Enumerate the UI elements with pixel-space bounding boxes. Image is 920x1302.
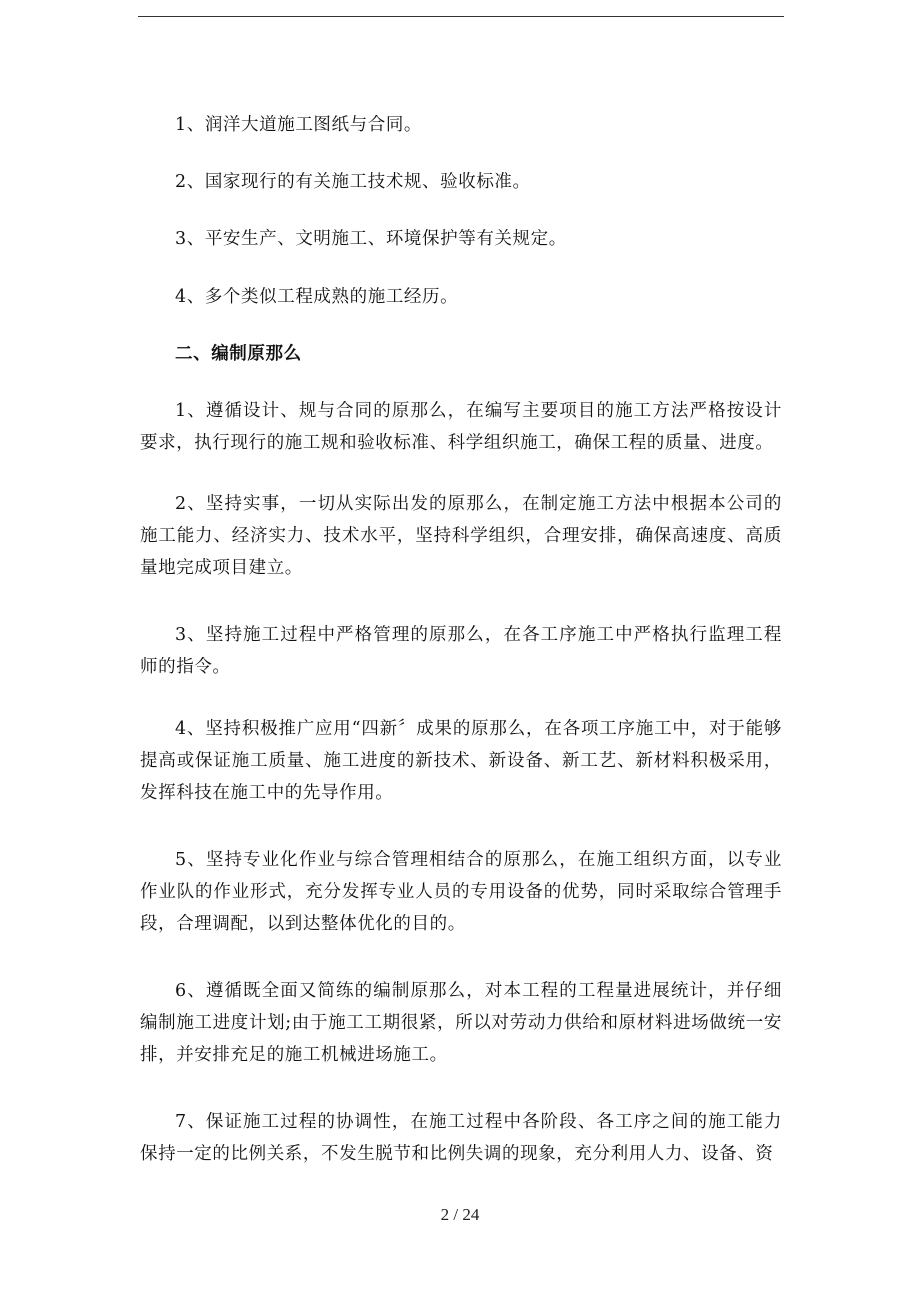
section-heading: 二、编制原那么 xyxy=(175,344,302,364)
principle-3: 3、坚持施工过程中严格管理的原那么，在各工序施工中严格执行监理工程师的指令。 xyxy=(140,625,782,677)
basis-item-3: 3、平安生产、文明施工、环境保护等有关规定。 xyxy=(175,229,567,249)
basis-item-1: 1、润洋大道施工图纸与合同。 xyxy=(175,115,423,135)
principle-1: 1、遵循设计、规与合同的原那么，在编写主要项目的施工方法严格按设计要求，执行现行的施工规和验收标准、科学组织施工，确保工程的质量、进度。 xyxy=(140,401,782,453)
page-number: 2 / 24 xyxy=(440,1205,480,1224)
principle-2: 2、坚持实事，一切从实际出发的原那么，在制定施工方法中根据本公司的施工能力、经济实力、技术水平，坚持科学组织，合理安排，确保高速度、高质量地完成项目建立。 xyxy=(140,494,782,578)
principle-7: 7、保证施工过程的协调性，在施工过程中各阶段、各工序之间的施工能力保持一定的比例关系，不发生脱节和比例失调的现象，充分利用人力、设备、资 xyxy=(140,1112,782,1164)
basis-item-2: 2、国家现行的有关施工技术规、验收标准。 xyxy=(175,172,531,192)
principle-4: 4、坚持积极推广应用“四新〞成果的原那么，在各项工序施工中，对于能够提高或保证施工质量、施工进度的新技术、新设备、新工艺、新材料积极采用，发挥科技在施工中的先导作用。 xyxy=(140,719,782,803)
basis-item-4: 4、多个类似工程成熟的施工经历。 xyxy=(175,287,459,307)
principle-6: 6、遵循既全面又简练的编制原那么，对本工程的工程量进展统计，并仔细编制施工进度计划;由于施工工期很紧，所以对劳动力供给和原材料进场做统一安排，并安排充足的施工机械进场施工。 xyxy=(140,981,782,1065)
principle-5: 5、坚持专业化作业与综合管理相结合的原那么，在施工组织方面，以专业作业队的作业形式，充分发挥专业人员的专用设备的优势，同时采取综合管理手段，合理调配，以到达整体优化的目的。 xyxy=(140,850,782,934)
header-rule xyxy=(138,16,784,17)
